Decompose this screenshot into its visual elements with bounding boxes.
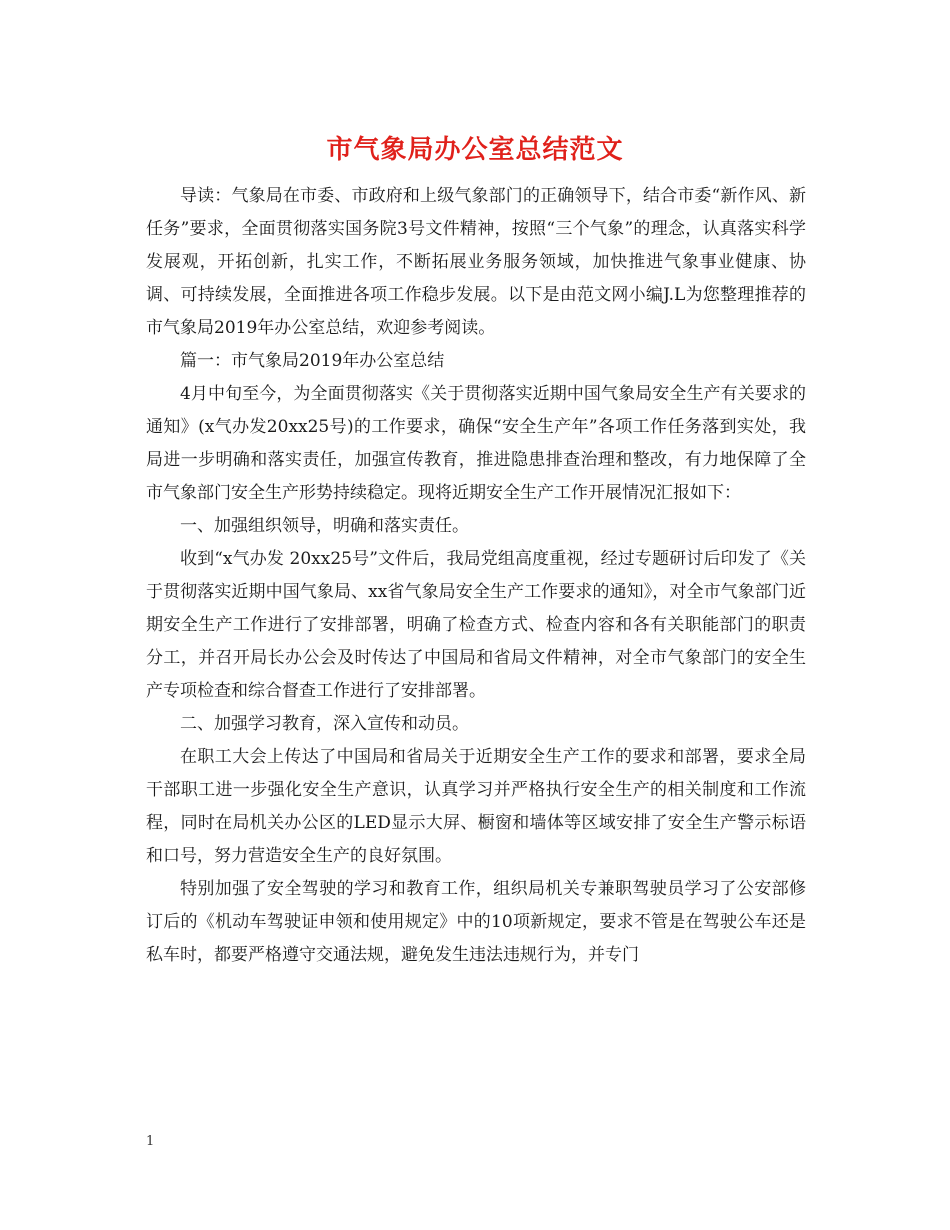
paragraph-education: 在职工大会上传达了中国局和省局关于近期安全生产工作的要求和部署，要求全局干部职工进一步强化安全生产意识，认真学习并严格执行安全生产的相关制度和工作流程，同时在局机关办公区的LED显示大屏、橱窗和墙体等区域安排了安全生产警示标语和口号，努力营造安全生产的良好氛围。 (146, 747, 806, 866)
paragraph-overview: 4月中旬至今，为全面贯彻落实《关于贯彻落实近期中国气象局安全生产有关要求的通知》(x气办发20xx25号)的工作要求，确保“安全生产年”各项工作任务落到实处，我局进一步明确和落实责任，加强宣传教育，推进隐患排查治理和整改，有力地保障了全市气象部门安全生产形势持续稳定。现将近期安全生产工作开展情况汇报如下： (146, 384, 806, 503)
paragraph-heading-two: 二、加强学习教育，深入宣传和动员。 (180, 714, 469, 734)
paragraph-section-heading: 篇一：市气象局2019年办公室总结 (180, 351, 445, 371)
paragraph-heading-one: 一、加强组织领导，明确和落实责任。 (180, 516, 469, 536)
document-body (146, 180, 806, 972)
page-number: 1 (146, 1134, 155, 1149)
paragraph-organization: 收到“x气办发 20xx25号”文件后，我局党组高度重视，经过专题研讨后印发了《关于贯彻落实近期中国气象局、xx省气象局安全生产工作要求的通知》，对全市气象部门近期安全生产工作进行了安排部署，明确了检查方式、检查内容和各有关职能部门的职责分工，并召开局长办公会及时传达了中国局和省局文件精神，对全市气象部门的安全生产专项检查和综合督查工作进行了安排部署。 (146, 549, 806, 701)
paragraph-intro: 导读：气象局在市委、市政府和上级气象部门的正确领导下，结合市委“新作风、新任务”要求，全面贯彻落实国务院3号文件精神，按照“三个气象”的理念，认真落实科学发展观，开拓创新，扎实工作，不断拓展业务服务领域，加快推进气象事业健康、协调、可持续发展，全面推进各项工作稳步发展。以下是由范文网小编J.L为您整理推荐的市气象局2019年办公室总结，欢迎参考阅读。 (146, 186, 806, 338)
paragraph-driving: 特别加强了安全驾驶的学习和教育工作，组织局机关专兼职驾驶员学习了公安部修订后的《机动车驾驶证申领和使用规定》中的10项新规定，要求不管是在驾驶公车还是私车时，都要严格遵守交通法规，避免发生违法违规行为，并专门 (146, 879, 806, 965)
document-title: 市气象局办公室总结范文 (326, 135, 624, 165)
